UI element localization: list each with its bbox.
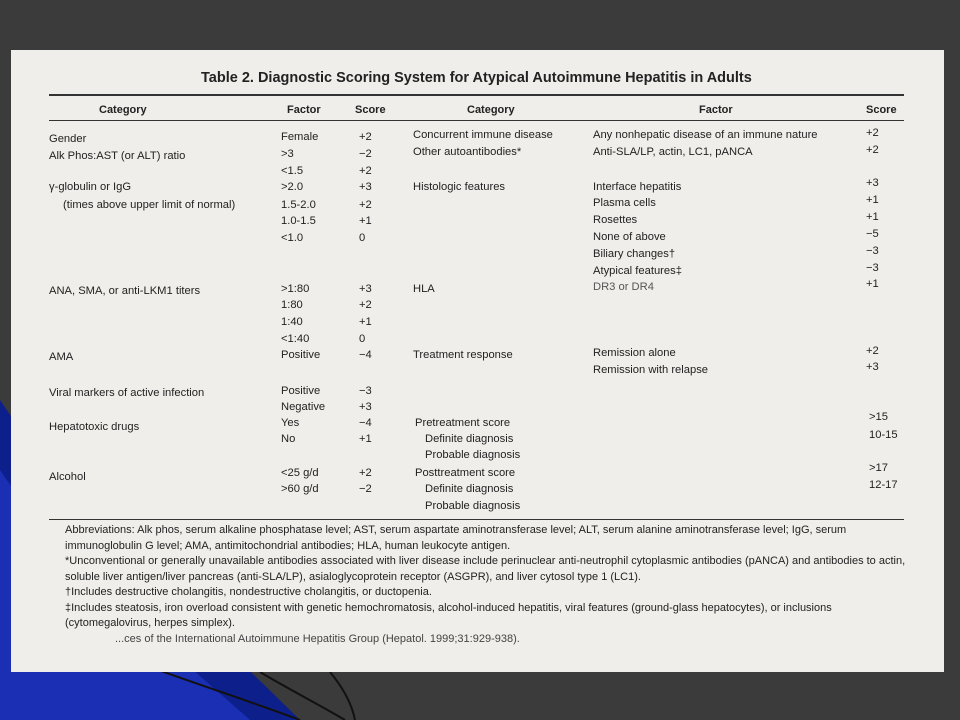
right-score: 10-15	[869, 429, 898, 441]
left-score: 0	[359, 333, 366, 345]
right-factor: None of above	[593, 231, 666, 243]
bottom-rule	[49, 519, 904, 520]
left-category: AMA	[49, 351, 74, 363]
left-factor: >1:80	[281, 283, 310, 295]
right-score: −3	[866, 262, 879, 274]
footnotes	[55, 523, 915, 647]
left-factor: Negative	[281, 401, 326, 413]
top-rule	[49, 94, 904, 96]
right-category: Probable diagnosis	[425, 500, 521, 512]
left-factor: <1.5	[281, 165, 304, 177]
left-score: +2	[359, 165, 372, 177]
left-score: +1	[359, 433, 372, 445]
left-factor: <25 g/d	[281, 467, 319, 479]
right-score: +1	[866, 194, 879, 206]
right-score: >17	[869, 462, 888, 474]
table-document	[11, 50, 944, 672]
right-score: 12-17	[869, 479, 898, 491]
right-category: Definite diagnosis	[425, 433, 514, 445]
right-factor: Remission with relapse	[593, 364, 709, 376]
footnote-source: ...ces of the International Autoimmune Hepatitis Group (Hepatol. 1999;31:929-938).	[115, 632, 520, 645]
right-category: Probable diagnosis	[425, 449, 521, 461]
left-factor: Positive	[281, 349, 321, 361]
left-factor: No	[281, 433, 296, 445]
left-factor: >60 g/d	[281, 483, 319, 495]
right-factor: Interface hepatitis	[593, 181, 682, 193]
left-score: −2	[359, 148, 372, 160]
left-score: −3	[359, 385, 372, 397]
footnote-abbreviations: Abbreviations: Alk phos, serum alkaline phosphatase level; AST, serum aspartate aminotransferase level; ALT, serum alanine aminotransferase level; IgG, serum immunoglobulin G level; AMA, antimitochondrial antibodies; HLA, human leukocyte antigen.	[65, 524, 847, 552]
right-factor: Atypical features‡	[593, 265, 682, 277]
left-score: +3	[359, 283, 372, 295]
right-score: >15	[869, 411, 888, 423]
right-factor: DR3 or DR4	[593, 281, 654, 293]
left-category: Alcohol	[49, 471, 86, 483]
right-category: HLA	[413, 283, 435, 295]
table-title: Table 2. Diagnostic Scoring System for Atypical Autoimmune Hepatitis in Adults	[201, 70, 752, 86]
header-factor-left: Factor	[287, 104, 321, 116]
right-factor: Plasma cells	[593, 197, 656, 209]
right-factor: Anti-SLA/LP, actin, LC1, pANCA	[593, 146, 753, 158]
footnote-dagger: †Includes destructive cholangitis, nondestructive cholangitis, or ductopenia.	[65, 586, 432, 598]
left-score: −4	[359, 349, 372, 361]
right-score: +2	[866, 144, 879, 156]
header-factor-right: Factor	[699, 104, 733, 116]
right-category: Histologic features	[413, 181, 506, 193]
left-score: −2	[359, 483, 372, 495]
right-score: +2	[866, 345, 879, 357]
right-score: +1	[866, 278, 879, 290]
left-factor: 1.5-2.0	[281, 199, 316, 211]
left-category: γ-globulin or IgG	[49, 181, 132, 193]
left-score: +2	[359, 299, 372, 311]
left-score: −4	[359, 417, 372, 429]
footnote-double-dagger: ‡Includes steatosis, iron overload consistent with genetic hemochromatosis, alcohol-induced hepatitis, viral features (ground-glass hepatocytes), or inclusions (cytomegalovirus, herpes simplex).	[65, 601, 832, 629]
left-factor: Female	[281, 131, 319, 143]
left-factor: Yes	[281, 417, 300, 429]
left-category: Gender	[49, 133, 87, 145]
left-category: (times above upper limit of normal)	[63, 199, 236, 211]
left-category: Alk Phos:AST (or ALT) ratio	[49, 150, 186, 162]
header-score-right: Score	[866, 104, 897, 116]
right-score: +1	[866, 211, 879, 223]
header-score-left: Score	[355, 104, 386, 116]
left-category: Hepatotoxic drugs	[49, 421, 140, 433]
right-factor: Biliary changes†	[593, 248, 676, 260]
right-category: Other autoantibodies*	[413, 146, 522, 158]
right-factor: Rosettes	[593, 214, 638, 226]
left-factor: Positive	[281, 385, 321, 397]
left-factor: >3	[281, 148, 294, 160]
right-score: +3	[866, 177, 879, 189]
right-score: −3	[866, 245, 879, 257]
right-category: Posttreatment score	[415, 467, 516, 479]
left-category: Viral markers of active infection	[49, 387, 205, 399]
right-score: −5	[866, 228, 879, 240]
footnote-star: *Unconventional or generally unavailable antibodies associated with liver disease include perinuclear anti-neutrophil cytoplasmic antibodies (pANCA) and antibodies to actin, soluble liver antigen/liver pancreas (anti-SLA/LP), asialoglycoprotein receptor (ASGPR), and liver cytosol type 1 (LC1).	[65, 555, 906, 583]
header-category-left: Category	[99, 104, 147, 116]
left-score: +1	[359, 215, 372, 227]
left-factor: <1.0	[281, 232, 304, 244]
left-score: +2	[359, 131, 372, 143]
left-factor: 1.0-1.5	[281, 215, 316, 227]
left-category: ANA, SMA, or anti-LKM1 titers	[49, 285, 201, 297]
left-score: +3	[359, 401, 372, 413]
right-score: +2	[866, 127, 879, 139]
left-factor: 1:40	[281, 316, 303, 328]
left-score: +3	[359, 181, 372, 193]
left-score: 0	[359, 232, 366, 244]
left-factor: <1:40	[281, 333, 310, 345]
right-category: Pretreatment score	[415, 417, 511, 429]
left-score: +1	[359, 316, 372, 328]
header-rule	[49, 120, 904, 121]
right-category: Treatment response	[413, 349, 513, 361]
right-factor: Remission alone	[593, 347, 676, 359]
right-category: Definite diagnosis	[425, 483, 514, 495]
header-category-right: Category	[467, 104, 515, 116]
left-score: +2	[359, 199, 372, 211]
right-factor: Any nonhepatic disease of an immune nature	[593, 129, 818, 141]
left-score: +2	[359, 467, 372, 479]
left-factor: 1:80	[281, 299, 303, 311]
left-factor: >2.0	[281, 181, 304, 193]
right-category: Concurrent immune disease	[413, 129, 553, 141]
right-score: +3	[866, 361, 879, 373]
